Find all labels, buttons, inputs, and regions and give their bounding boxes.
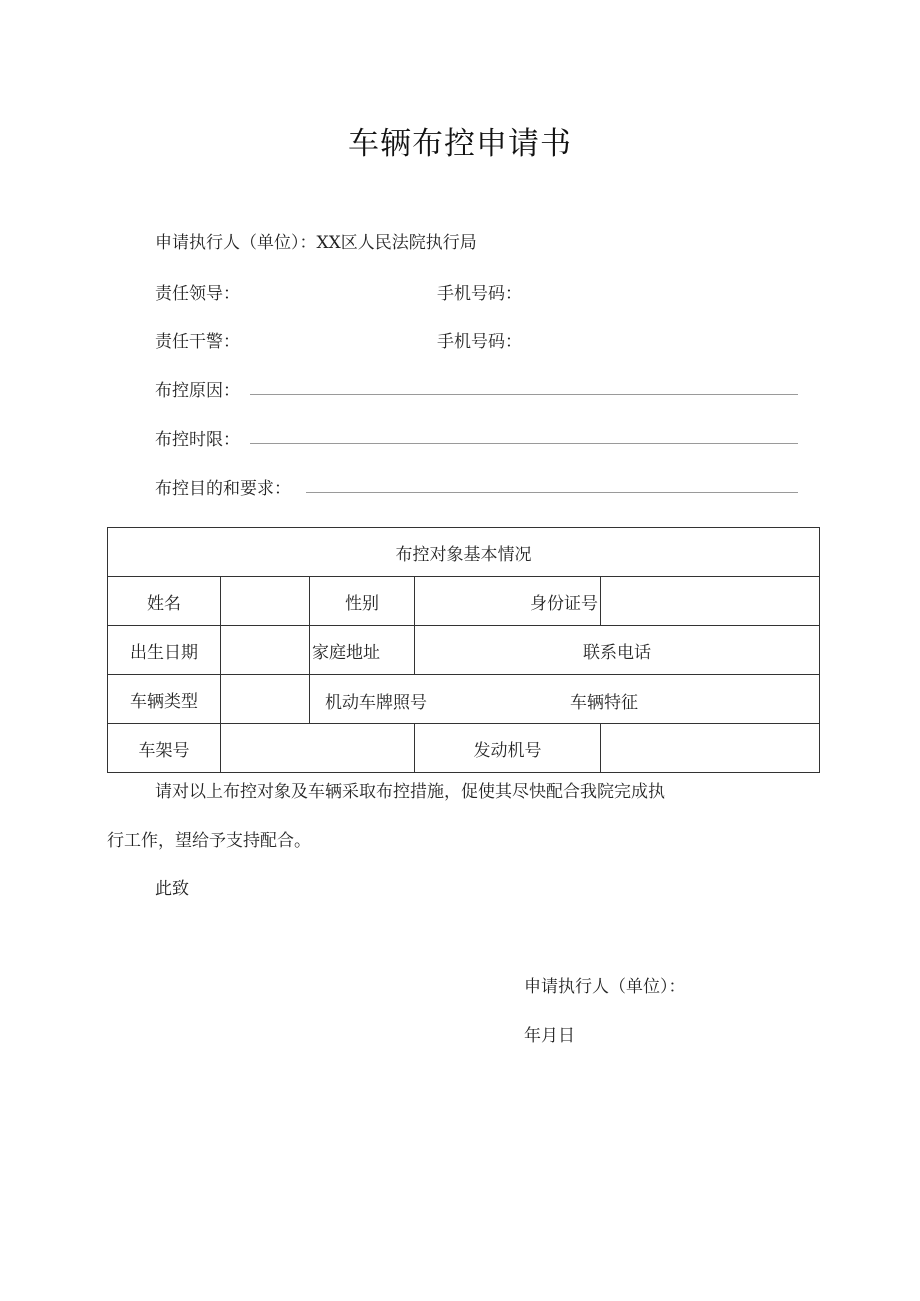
id-number-value-cell [601, 577, 820, 626]
table-row [108, 724, 820, 773]
purpose-underline [306, 492, 798, 493]
request-paragraph-line2: 行工作，望给予支持配合。 [107, 831, 311, 851]
birth-date-label: 出生日期 [108, 626, 221, 675]
frame-number-label: 车架号 [108, 724, 221, 773]
salutation: 此致 [155, 879, 189, 899]
contact-phone-label: 联系电话 [415, 626, 820, 675]
signature-label: 申请执行人（单位）： [524, 977, 686, 997]
officer-label: 责任干警： [155, 332, 240, 352]
applicant-line: 申请执行人（单位）：XX区人民法院执行局 [155, 233, 477, 253]
leader-phone-label: 手机号码： [437, 284, 522, 304]
vehicle-type-value-cell [221, 675, 310, 724]
table-row [108, 675, 820, 724]
plate-number-label: 机动车牌照号 [325, 693, 427, 713]
id-number-label: 身份证号 [415, 577, 601, 626]
period-underline [250, 443, 798, 444]
table-header: 布控对象基本情况 [108, 528, 820, 577]
table-row [108, 577, 820, 626]
request-paragraph-line1: 请对以上布控对象及车辆采取布控措施，促使其尽快配合我院完成执 [155, 782, 665, 802]
date-label: 年月日 [524, 1026, 575, 1046]
period-label: 布控时限： [155, 430, 240, 450]
plate-and-features-cell [310, 675, 820, 724]
table-row [108, 528, 820, 577]
name-label: 姓名 [108, 577, 221, 626]
vehicle-features-label: 车辆特征 [570, 693, 638, 713]
engine-number-value-cell [601, 724, 820, 773]
frame-number-value-cell [221, 724, 415, 773]
reason-label: 布控原因： [155, 381, 240, 401]
vehicle-type-label: 车辆类型 [108, 675, 221, 724]
leader-label: 责任领导： [155, 284, 240, 304]
document-title: 车辆布控申请书 [348, 126, 572, 162]
birth-date-value-cell [221, 626, 310, 675]
table-row [108, 626, 820, 675]
home-address-label: 家庭地址 [310, 626, 415, 675]
gender-label: 性别 [310, 577, 415, 626]
purpose-label: 布控目的和要求： [155, 479, 291, 499]
engine-number-label: 发动机号 [415, 724, 601, 773]
name-value-cell [221, 577, 310, 626]
officer-phone-label: 手机号码： [437, 332, 522, 352]
reason-underline [250, 394, 798, 395]
target-info-table [107, 527, 820, 773]
